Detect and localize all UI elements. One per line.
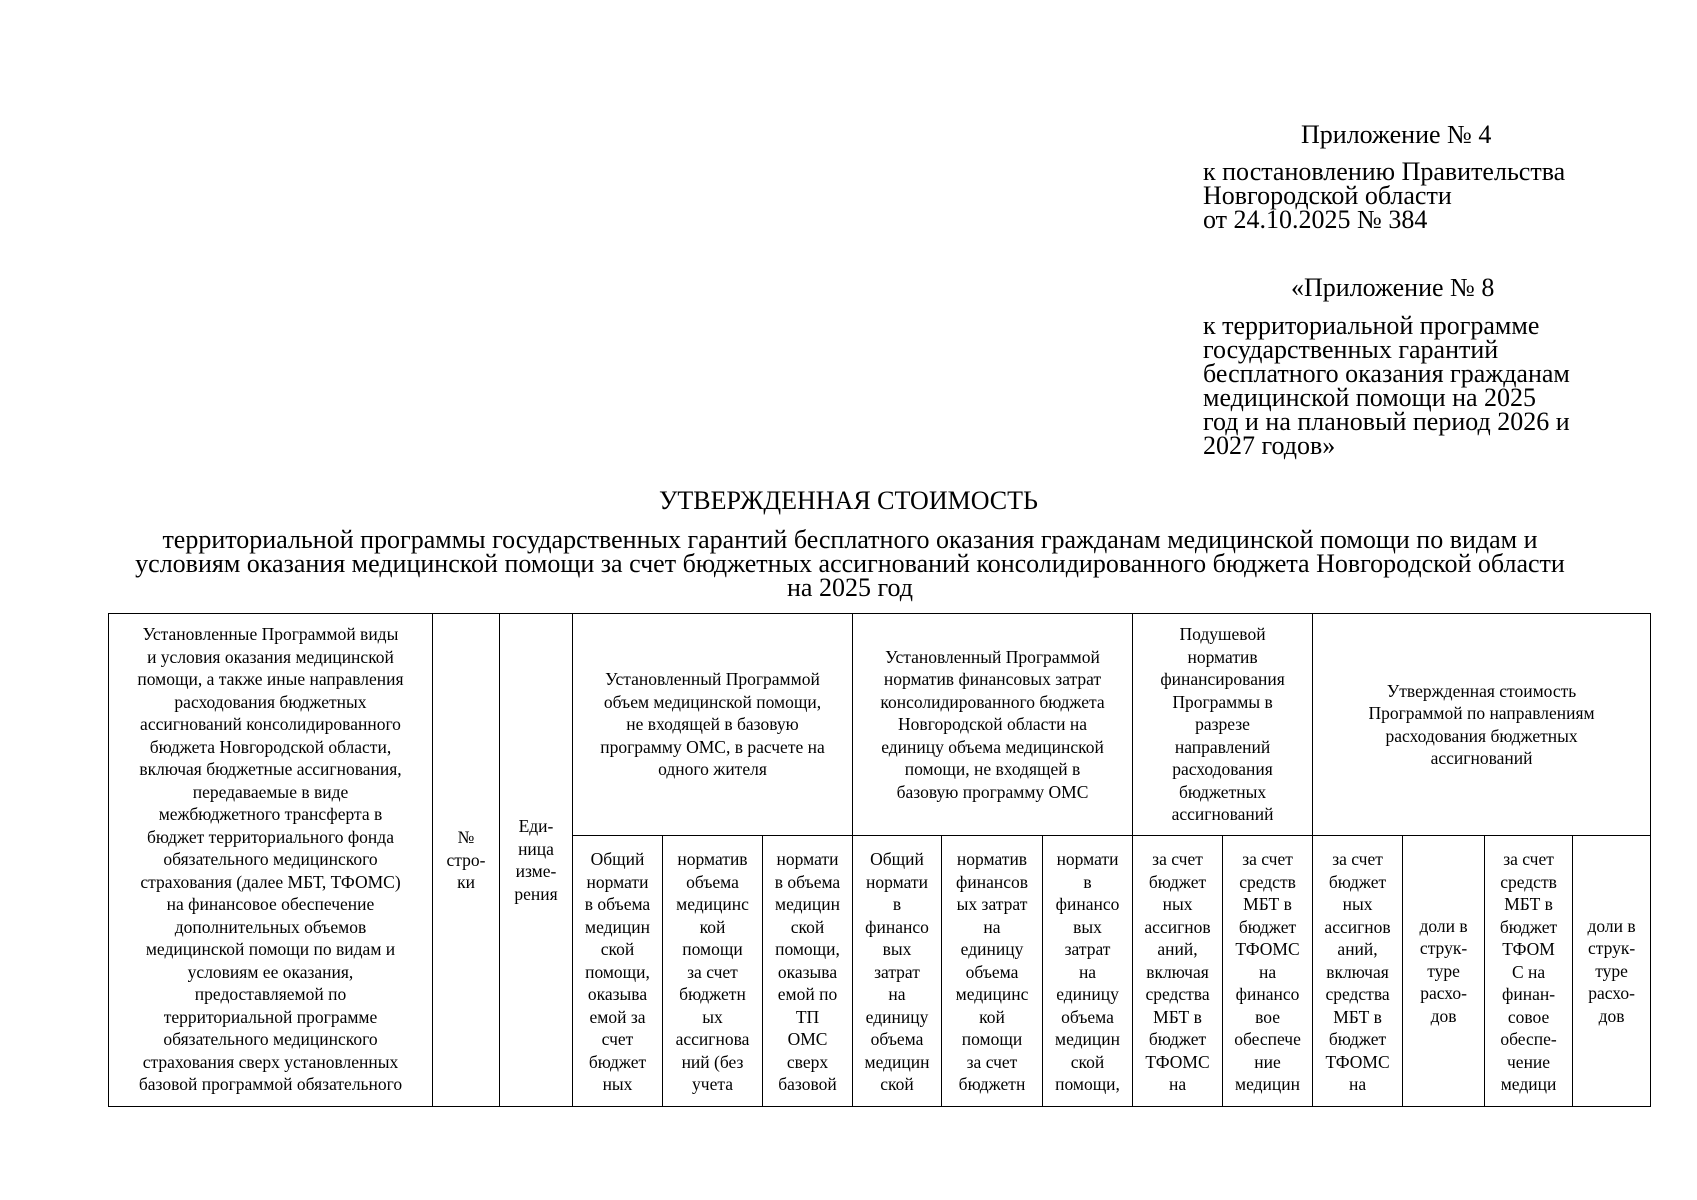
header-kinds-of-care [109, 614, 433, 1107]
cost-table [108, 613, 1651, 1107]
appendix-reference: к постановлению Правительства Новгородской области от 24.10.2025 № 384 [1203, 157, 1566, 234]
header-volume-group: Установленный Программой объем медицинской помощи, не входящей в базовую программу ОМС, в расчете на одного жителя [573, 614, 853, 836]
header-row-number: № стро- ки [433, 614, 500, 1107]
program-appendix-title: «Приложение № 8 [1291, 273, 1495, 302]
appendix-title: Приложение № 4 [1301, 120, 1492, 149]
document-subtitle: территориальной программы государственных гарантий бесплатного оказания гражданам медицинской помощи по видам и условиям оказания медицинской помощи за счет бюджетных ассигнований консолидированного бюджета Новгородской области на 2025 год [135, 525, 1565, 602]
subheader-total-volume-norm: Общий нормати в объема медицин ской помощи, оказыва емой за счет бюджет ных [573, 836, 663, 1107]
subheader-per-capita-mbt: за счет средств МБТ в бюджет ТФОМС на финансо вое обеспече ние медицин [1223, 836, 1313, 1107]
program-appendix-reference: к территориальной программе государственных гарантий бесплатного оказания гражданам медицинской помощи на 2025 год и на плановый период 2026 и 2027 годов» [1203, 311, 1570, 460]
subheader-oms-volume-norm: нормати в объема медицин ской помощи, оказыва емой по ТП ОМС сверх базовой [763, 836, 853, 1107]
subheader-per-capita-budget: за счет бюджет ных ассигнов аний, включая средства МБТ в бюджет ТФОМС на [1133, 836, 1223, 1107]
header-unit: Еди- ница изме- рения [500, 614, 573, 1107]
subheader-budget-volume-norm: норматив объема медицинс кой помощи за счет бюджетн ых ассигнова ний (без учета [663, 836, 763, 1107]
subheader-oms-cost-norm: нормати в финансо вых затрат на единицу объема медицин ской помощи, [1043, 836, 1133, 1107]
header-approved-cost-group: Утвержденная стоимость Программой по направлениям расходования бюджетных ассигнований [1313, 614, 1651, 836]
document-title: УТВЕРЖДЕННАЯ СТОИМОСТЬ [659, 486, 1038, 515]
subheader-cost-mbt-share: доли в струк- туре расхо- дов [1573, 836, 1651, 1107]
header-cost-norm-group: Установленный Программой норматив финансовых затрат консолидированного бюджета Новгородской области на единицу объема медицинской помощи, не входящей в базовую программу ОМС [853, 614, 1133, 836]
subheader-budget-cost-norm: норматив финансов ых затрат на единицу объема медицинс кой помощи за счет бюджетн [942, 836, 1043, 1107]
subheader-cost-mbt: за счет средств МБТ в бюджет ТФОМ С на финан- совое обеспе- чение медици [1485, 836, 1573, 1107]
header-kinds-of-care-text: Установленные Программой виды и условия оказания медицинской помощи, а также иные направления расходования бюджетных ассигнований консолидированного бюджета Новгородской области, включая бюджетные ассигнования, передаваемые в виде межбюджетного трансферта в бюджет территориального фонда обязательного медицинского страхования (далее МБТ, ТФОМС) на финансовое обеспечение дополнительных объемов медицинской помощи по видам и условиям ее оказания, предоставляемой по территориальной программе обязательного медицинского страхования сверх установленных базовой программой обязательного [137, 624, 404, 1094]
header-per-capita-group: Подушевой норматив финансирования Программы в разрезе направлений расходования бюджетных ассигнований [1133, 614, 1313, 836]
table-header-row [109, 614, 1651, 836]
subheader-cost-budget: за счет бюджет ных ассигнов аний, включая средства МБТ в бюджет ТФОМС на [1313, 836, 1403, 1107]
subheader-cost-budget-share: доли в струк- туре расхо- дов [1403, 836, 1485, 1107]
subheader-total-cost-norm: Общий нормати в финансо вых затрат на единицу объема медицин ской [853, 836, 942, 1107]
